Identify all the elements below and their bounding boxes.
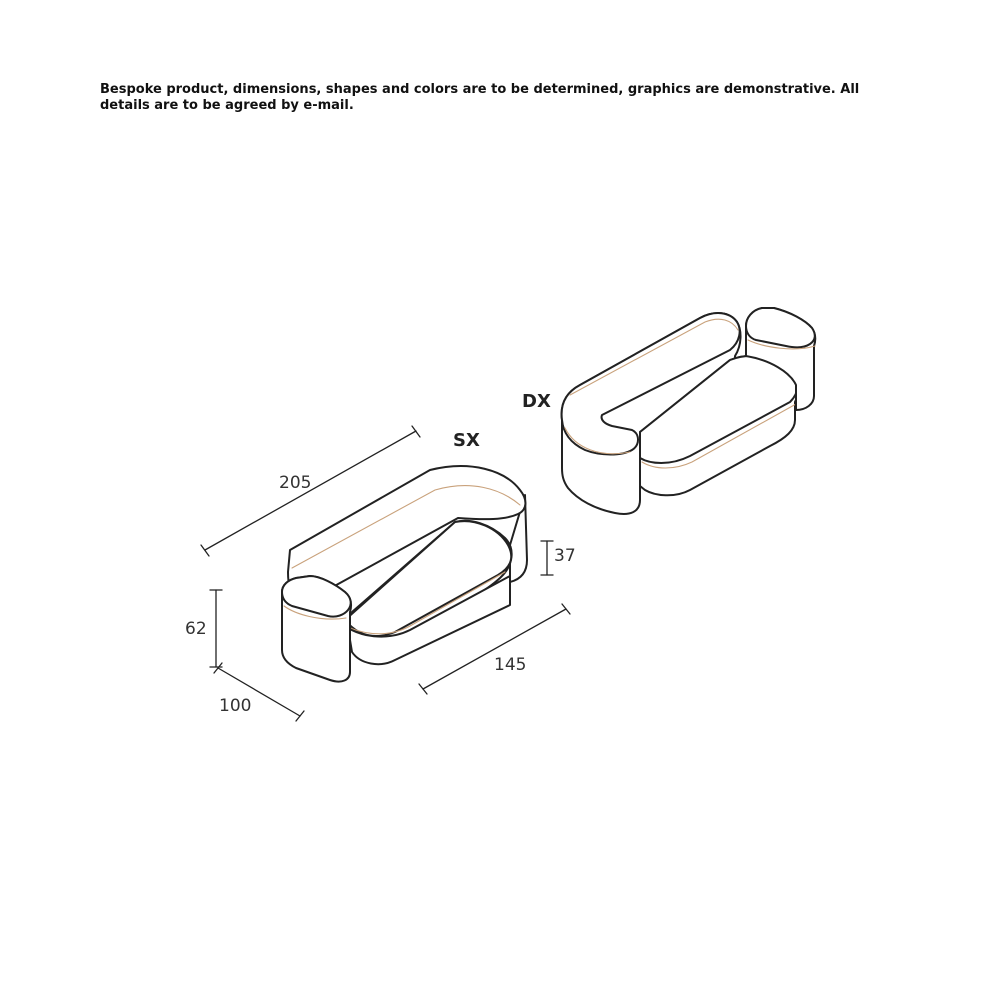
dim-depth-label: 100	[219, 696, 252, 716]
sx-sofa	[185, 426, 576, 721]
dim-seat-height-line	[541, 541, 553, 575]
dim-seat-depth-label: 145	[494, 655, 527, 675]
sx-label: SX	[453, 430, 480, 451]
dim-height-line	[210, 590, 222, 667]
dx-sofa	[522, 308, 815, 514]
disclaimer-text: Bespoke product, dimensions, shapes and colors are to be determined, graphics are demonstrative. All details are to be agreed by e-mail.	[100, 82, 860, 113]
dim-height-label: 62	[185, 619, 207, 639]
dx-label: DX	[522, 391, 551, 412]
dim-seat-height-label: 37	[554, 546, 576, 566]
dim-length-label: 205	[279, 473, 312, 493]
